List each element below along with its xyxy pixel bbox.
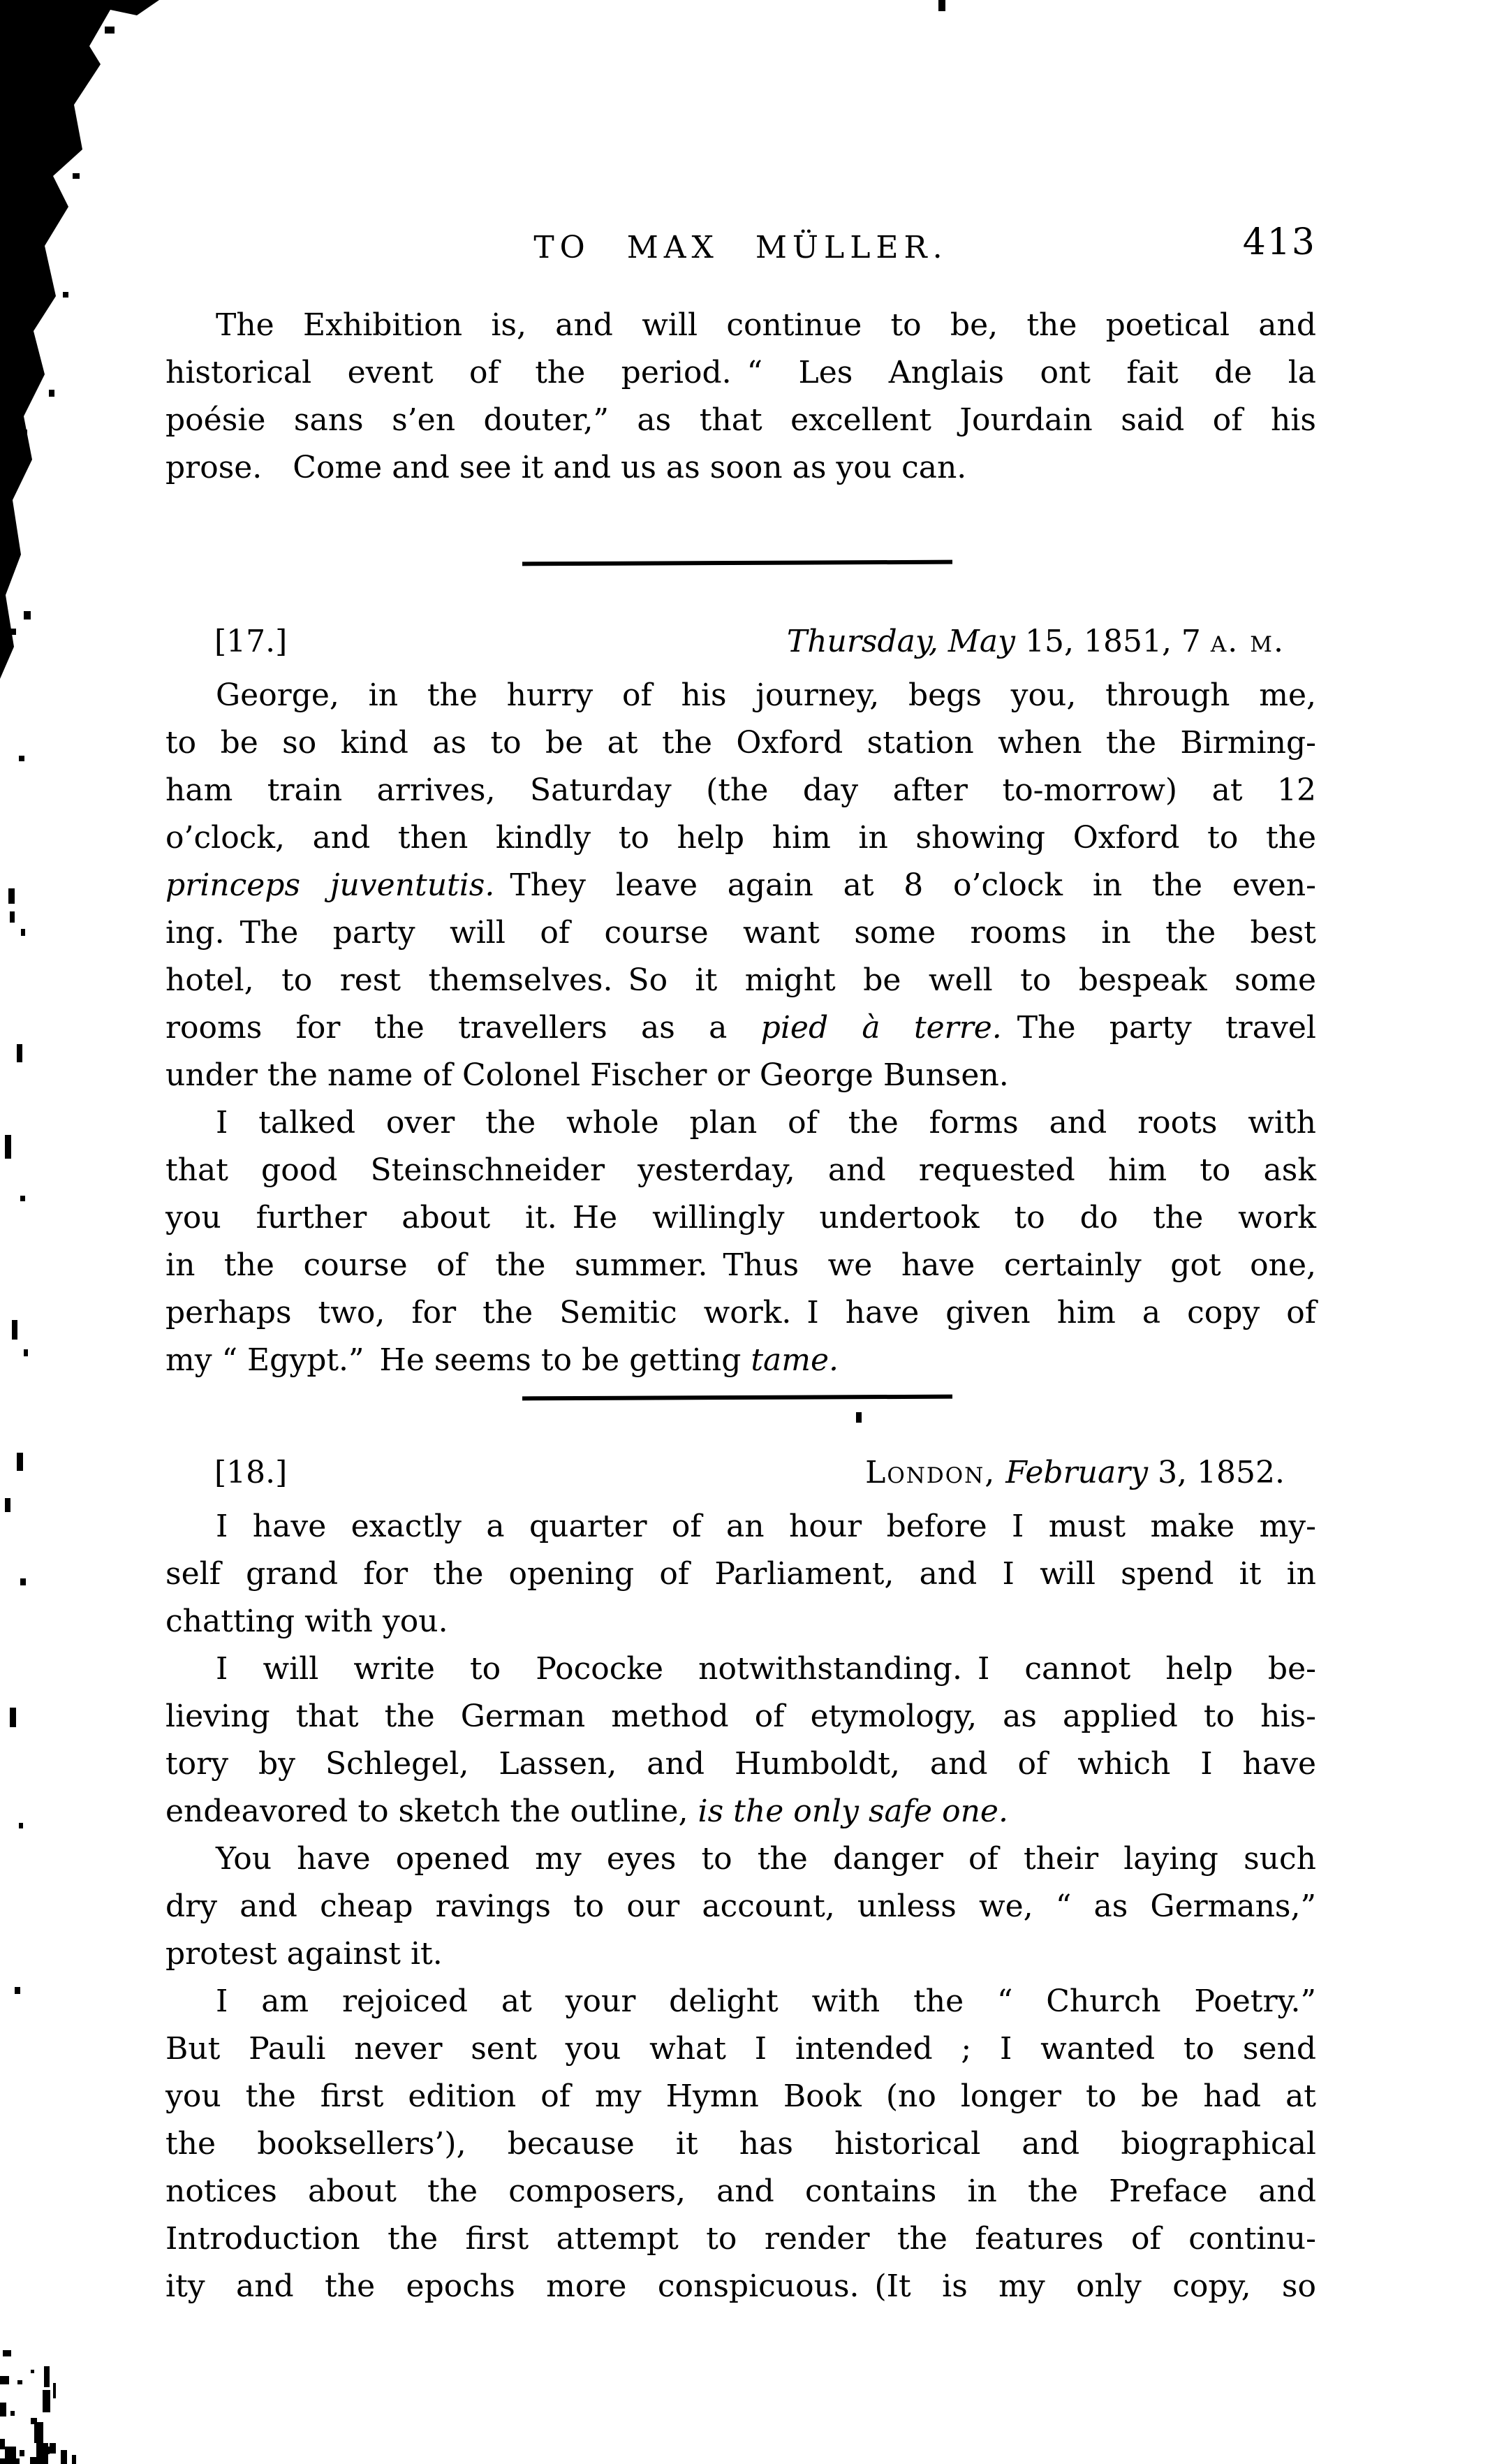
- text-line: [165, 444, 1316, 492]
- text-run: tory by Schlegel, Lassen, and Humboldt, and of which I have: [165, 1746, 1316, 1782]
- text-line: [165, 1052, 1316, 1099]
- text-run: self grand for the opening of Parliament, and I will spend it in: [165, 1556, 1316, 1592]
- text-run: endeavored to sketch the outline,: [165, 1794, 698, 1829]
- text-run: You have opened my eyes to the danger of their laying such: [216, 1841, 1316, 1877]
- letter-heading: [165, 618, 1316, 666]
- text-run: my “ Egypt.” He seems to be getting: [165, 1342, 751, 1378]
- text-line: [165, 2215, 1316, 2263]
- text-run: ity and the epochs more conspicuous. (It is my only copy, so: [165, 2268, 1316, 2304]
- top-edge-mark-artifact: [938, 0, 945, 11]
- text-line: [165, 1147, 1316, 1194]
- text-run: Thursday, May: [786, 624, 1026, 659]
- text-run: princeps juventutis.: [165, 867, 495, 903]
- text-line: [165, 1978, 1316, 2025]
- letter-number-label: [18.]: [214, 1455, 288, 1490]
- text-line: [165, 1693, 1316, 1740]
- text-run: pied à terre.: [760, 1010, 1002, 1046]
- bottom-left-cluster-artifact: [0, 2350, 76, 2464]
- text-run: I will write to Pococke notwithstanding. I cannot help be-: [216, 1651, 1316, 1687]
- text-line: [165, 1930, 1316, 1978]
- left-edge-speck-artifacts: [5, 430, 31, 1994]
- text-run: The party travel: [1001, 1010, 1316, 1046]
- text-line: [165, 957, 1316, 1004]
- text-run: George, in the hurry of his journey, begs you, through me,: [216, 677, 1316, 713]
- text-run: They leave again at 8 o’clock in the even-: [494, 867, 1316, 903]
- text-line: [165, 1788, 1316, 1835]
- text-line: [165, 1337, 1316, 1384]
- text-run: tame.: [751, 1342, 839, 1378]
- text-run: prose. Come and see it and us as soon as you can.: [165, 450, 967, 485]
- section-divider-2: [522, 1395, 952, 1401]
- letter-16-continuation: [165, 302, 1316, 492]
- ink-dot-artifact: [856, 1412, 862, 1423]
- text-line: [165, 2263, 1316, 2310]
- text-run: rooms for the travellers as a: [165, 1010, 761, 1046]
- text-run: in the course of the summer. Thus we have certainly got one,: [165, 1247, 1316, 1283]
- letter-number-label: [17.]: [214, 624, 288, 659]
- text-line: [165, 767, 1316, 814]
- text-line: [165, 909, 1316, 957]
- text-line: [165, 672, 1316, 719]
- text-run: is the only safe one.: [698, 1794, 1008, 1829]
- text-line: [165, 1550, 1316, 1598]
- letter-18: [165, 1449, 1316, 2310]
- text-line: [165, 1835, 1316, 1883]
- text-line: [165, 1883, 1316, 1930]
- text-run: to be so kind as to be at the Oxford station when the Birming-: [165, 725, 1316, 761]
- text-line: [165, 349, 1316, 397]
- text-run: The Exhibition is, and will continue to be, the poetical and: [216, 307, 1316, 343]
- text-line: [165, 2120, 1316, 2168]
- text-line: [165, 1645, 1316, 1693]
- running-head-title: TO MAX MÜLLER.: [533, 230, 948, 265]
- text-run: o’clock, and then kindly to help him in showing Oxford to the: [165, 820, 1316, 856]
- text-run: I have exactly a quarter of an hour before I must make my-: [216, 1509, 1316, 1544]
- text-line: [165, 2168, 1316, 2215]
- text-run: London,: [865, 1455, 996, 1490]
- running-head: [165, 221, 1316, 272]
- letter-dateline: [865, 1449, 1285, 1497]
- text-run: historical event of the period. “ Les Anglais ont fait de la: [165, 355, 1316, 390]
- text-run: But Pauli never sent you what I intended ; I wanted to send: [165, 2031, 1316, 2067]
- text-line: [165, 719, 1316, 767]
- letter-heading: [165, 1449, 1316, 1497]
- text-line: [165, 2073, 1316, 2120]
- text-line: [165, 1004, 1316, 1052]
- text-run: Introduction the first attempt to render the features of continu-: [165, 2221, 1316, 2257]
- letter-dateline: [787, 618, 1285, 666]
- text-run: ham train arrives, Saturday (the day after to-morrow) at 12: [165, 772, 1316, 808]
- text-run: perhaps two, for the Semitic work. I have given him a copy of: [165, 1295, 1316, 1330]
- text-run: under the name of Colonel Fischer or George Bunsen.: [165, 1057, 1009, 1093]
- text-line: [165, 1194, 1316, 1242]
- text-run: you further about it. He willingly undertook to do the work: [165, 1200, 1316, 1235]
- text-run: chatting with you.: [165, 1604, 448, 1639]
- text-line: [165, 862, 1316, 909]
- text-run: the booksellers’), because it has historical and biographical: [165, 2126, 1316, 2162]
- text-line: [165, 1503, 1316, 1550]
- text-run: you the first edition of my Hymn Book (no longer to be had at: [165, 2078, 1316, 2114]
- text-run: I talked over the whole plan of the forms and roots with: [216, 1105, 1316, 1141]
- text-run: ing. The party will of course want some rooms in the best: [165, 915, 1316, 951]
- text-run: that good Steinschneider yesterday, and requested him to ask: [165, 1152, 1316, 1188]
- text-run: notices about the composers, and contains in the Preface and: [165, 2173, 1316, 2209]
- text-run: hotel, to rest themselves. So it might be well to bespeak some: [165, 962, 1316, 998]
- text-run: February: [996, 1455, 1158, 1490]
- letter-17: [165, 618, 1316, 1384]
- text-line: [165, 814, 1316, 862]
- text-line: [165, 397, 1316, 444]
- page-number: 413: [1242, 221, 1316, 263]
- text-run: 15, 1851, 7: [1025, 624, 1211, 659]
- text-line: [165, 1289, 1316, 1337]
- text-line: [165, 1740, 1316, 1788]
- text-line: [165, 1099, 1316, 1147]
- binding-shadow-artifact: [0, 0, 159, 679]
- text-run: lieving that the German method of etymology, as applied to his-: [165, 1699, 1316, 1734]
- text-line: [165, 2025, 1316, 2073]
- text-run: dry and cheap ravings to our account, unless we, “ as Germans,”: [165, 1889, 1316, 1924]
- text-line: [165, 302, 1316, 349]
- text-run: a. m.: [1210, 624, 1285, 659]
- text-line: [165, 1242, 1316, 1289]
- text-run: protest against it.: [165, 1936, 443, 1972]
- text-run: 3, 1852.: [1158, 1455, 1285, 1490]
- section-divider-1: [522, 560, 952, 566]
- text-run: poésie sans s’en douter,” as that excellent Jourdain said of his: [165, 402, 1316, 438]
- text-run: I am rejoiced at your delight with the “ Church Poetry.”: [216, 1983, 1316, 2019]
- text-line: [165, 1598, 1316, 1645]
